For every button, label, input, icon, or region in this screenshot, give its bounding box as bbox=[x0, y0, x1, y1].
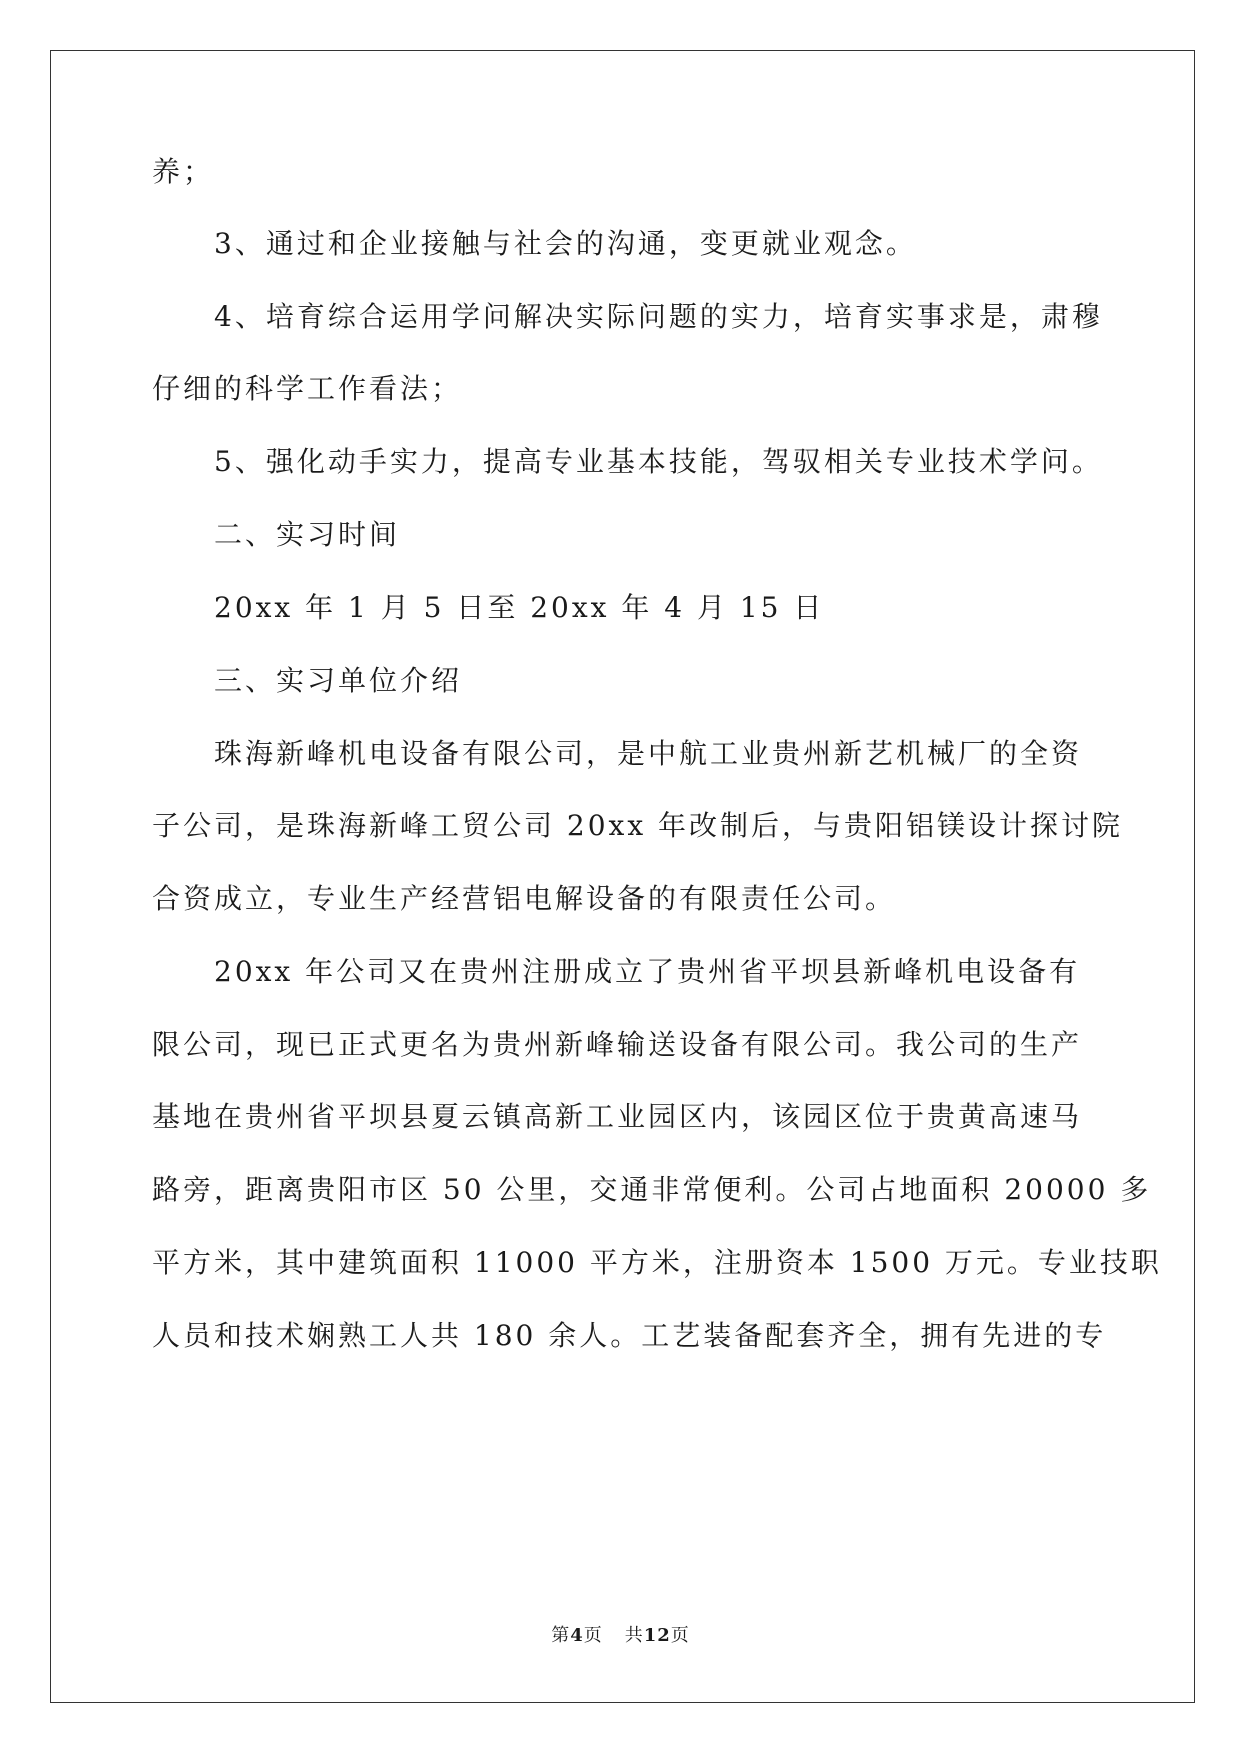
text-line-5: 5、强化动手实力，提高专业基本技能，驾驭相关专业技术学问。 bbox=[214, 445, 1103, 478]
total-pages: 12 bbox=[643, 1625, 671, 1646]
page-suffix: 页 bbox=[583, 1625, 603, 1646]
text-line-4: 仔细的科学工作看法； bbox=[152, 372, 463, 405]
text-line-13: 限公司，现已正式更名为贵州新峰输送设备有限公司。我公司的生产 bbox=[152, 1028, 1083, 1061]
section-heading-company-intro: 三、实习单位介绍 bbox=[214, 664, 463, 697]
text-line-10: 子公司，是珠海新峰工贸公司 20xx 年改制后，与贵阳铝镁设计探讨院 bbox=[152, 809, 1124, 842]
text-line-11: 合资成立，专业生产经营铝电解设备的有限责任公司。 bbox=[152, 882, 897, 915]
text-line-14: 基地在贵州省平坝县夏云镇高新工业园区内，该园区位于贵黄高速马 bbox=[152, 1100, 1083, 1133]
total-suffix: 页 bbox=[670, 1625, 690, 1646]
page-footer bbox=[0, 1621, 1241, 1647]
page-number: 4 bbox=[570, 1625, 584, 1646]
page-prefix: 第 bbox=[551, 1625, 571, 1646]
section-heading-internship-time: 二、实习时间 bbox=[214, 518, 401, 551]
text-line-9: 珠海新峰机电设备有限公司，是中航工业贵州新艺机械厂的全资 bbox=[214, 737, 1083, 770]
text-line-17: 人员和技术娴熟工人共 180 余人。工艺装备配套齐全，拥有先进的专 bbox=[152, 1319, 1107, 1352]
text-line-16: 平方米，其中建筑面积 11000 平方米，注册资本 1500 万元。专业技职 bbox=[152, 1246, 1162, 1279]
text-line-7: 20xx 年 1 月 5 日至 20xx 年 4 月 15 日 bbox=[214, 591, 825, 624]
text-line-3: 4、培育综合运用学问解决实际问题的实力，培育实事求是，肃穆 bbox=[214, 300, 1103, 333]
page-border bbox=[50, 50, 1195, 1703]
text-line-2: 3、通过和企业接触与社会的沟通，变更就业观念。 bbox=[214, 227, 917, 260]
total-prefix: 共 bbox=[624, 1625, 644, 1646]
text-line-1: 养； bbox=[152, 155, 215, 188]
text-line-15: 路旁，距离贵阳市区 50 公里，交通非常便利。公司占地面积 20000 多 bbox=[152, 1173, 1152, 1206]
text-line-12: 20xx 年公司又在贵州注册成立了贵州省平坝县新峰机电设备有 bbox=[214, 955, 1081, 988]
